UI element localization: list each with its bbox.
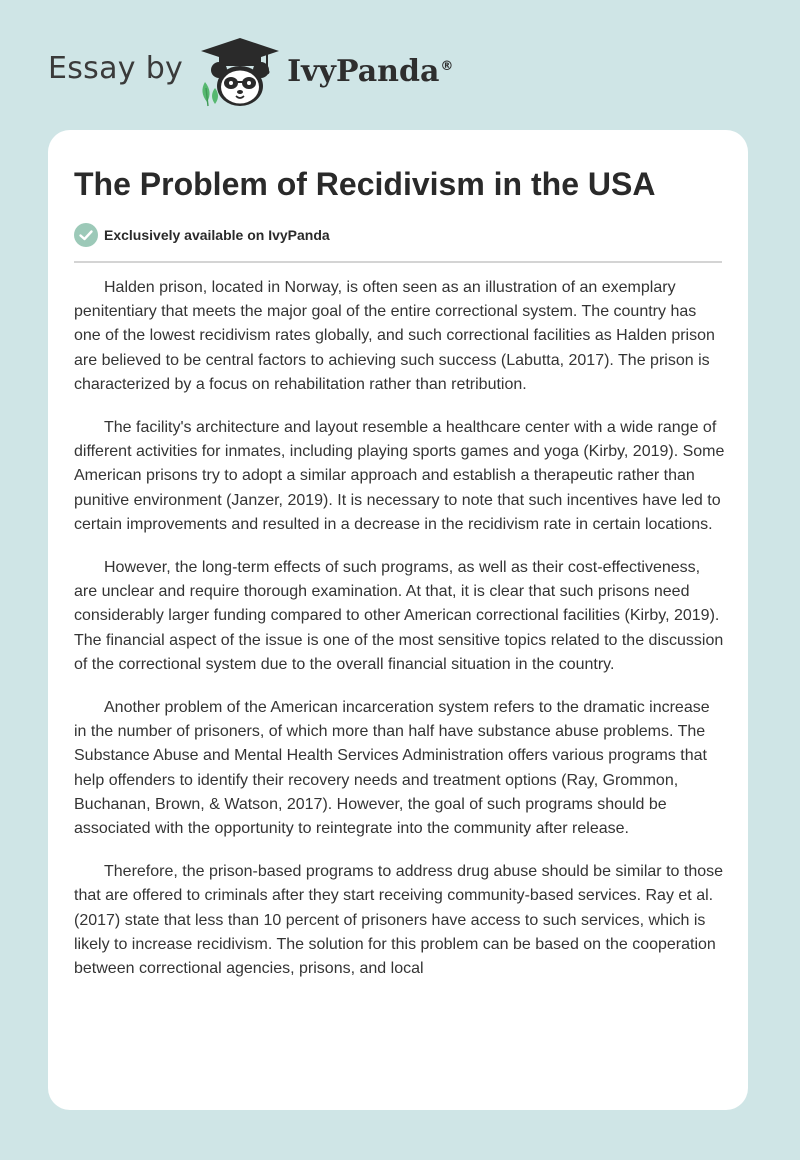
brand-name: IvyPanda® (287, 53, 454, 89)
page-title: The Problem of Recidivism in the USA (74, 166, 656, 202)
paragraph: Halden prison, located in Norway, is often seen as an illustration of an exemplary penitentiary that meets the major goal of the entire correctional system. The country has one of the lowest recidivism rates globally, and such correctional facilities as Halden prison are believed to be central factors to achieving such success (Labutta, 2017). The prison is characterized by a focus on rehabilitation rather than retribution. (74, 279, 715, 393)
exclusive-badge (74, 223, 330, 247)
paragraph: Another problem of the American incarceration system refers to the dramatic increase in the number of prisoners, of which more than half have substance abuse problems. The Substance Abuse and Mental Health Services Administration offers various programs that help offenders to identify their recovery needs and treatment options (Ray, Grommon, Buchanan, Brown, & Watson, 2017). However, the goal of such programs should be associated with the opportunity to reintegrate into the community after release. (74, 699, 710, 838)
paragraph: The facility's architecture and layout resemble a healthcare center with a wide range of different activities for inmates, including playing sports games and yoga (Kirby, 2019). Some American prisons try to adopt a similar approach and establish a therapeutic rather than punitive environment (Janzer, 2019). It is necessary to note that such incentives have led to certain improvements and resulted in a decrease in the recidivism rate in certain locations. (74, 419, 725, 533)
brand-header (48, 36, 453, 108)
check-circle-icon (74, 223, 98, 247)
paragraph: Therefore, the prison-based programs to address drug abuse should be similar to those that are offered to criminals after they start receiving community-based services. Ray et al. (2017) state that less than 10 percent of prisoners have access to such services, which is likely to increase recidivism. The solution for this problem can be based on the cooperation between correctional agencies, prisons, and local (74, 863, 724, 978)
paragraph: However, the long-term effects of such programs, as well as their cost-effectiveness, are unclear and require thorough examination. At that, it is clear that such prisons need considerably larger funding compared to other American correctional facilities (Kirby, 2019). The financial aspect of the issue is one of the most sensitive topics related to the discussion of the correctional system due to the overall financial situation in the country. (74, 559, 724, 673)
essay-card (48, 130, 748, 1110)
essay-body (74, 276, 726, 1000)
exclusive-label: Exclusively available on IvyPanda (104, 227, 330, 243)
panda-graduate-icon (197, 36, 283, 108)
divider (74, 261, 722, 263)
registered-mark: ® (440, 58, 454, 74)
brand-prefix: Essay by (48, 50, 184, 86)
